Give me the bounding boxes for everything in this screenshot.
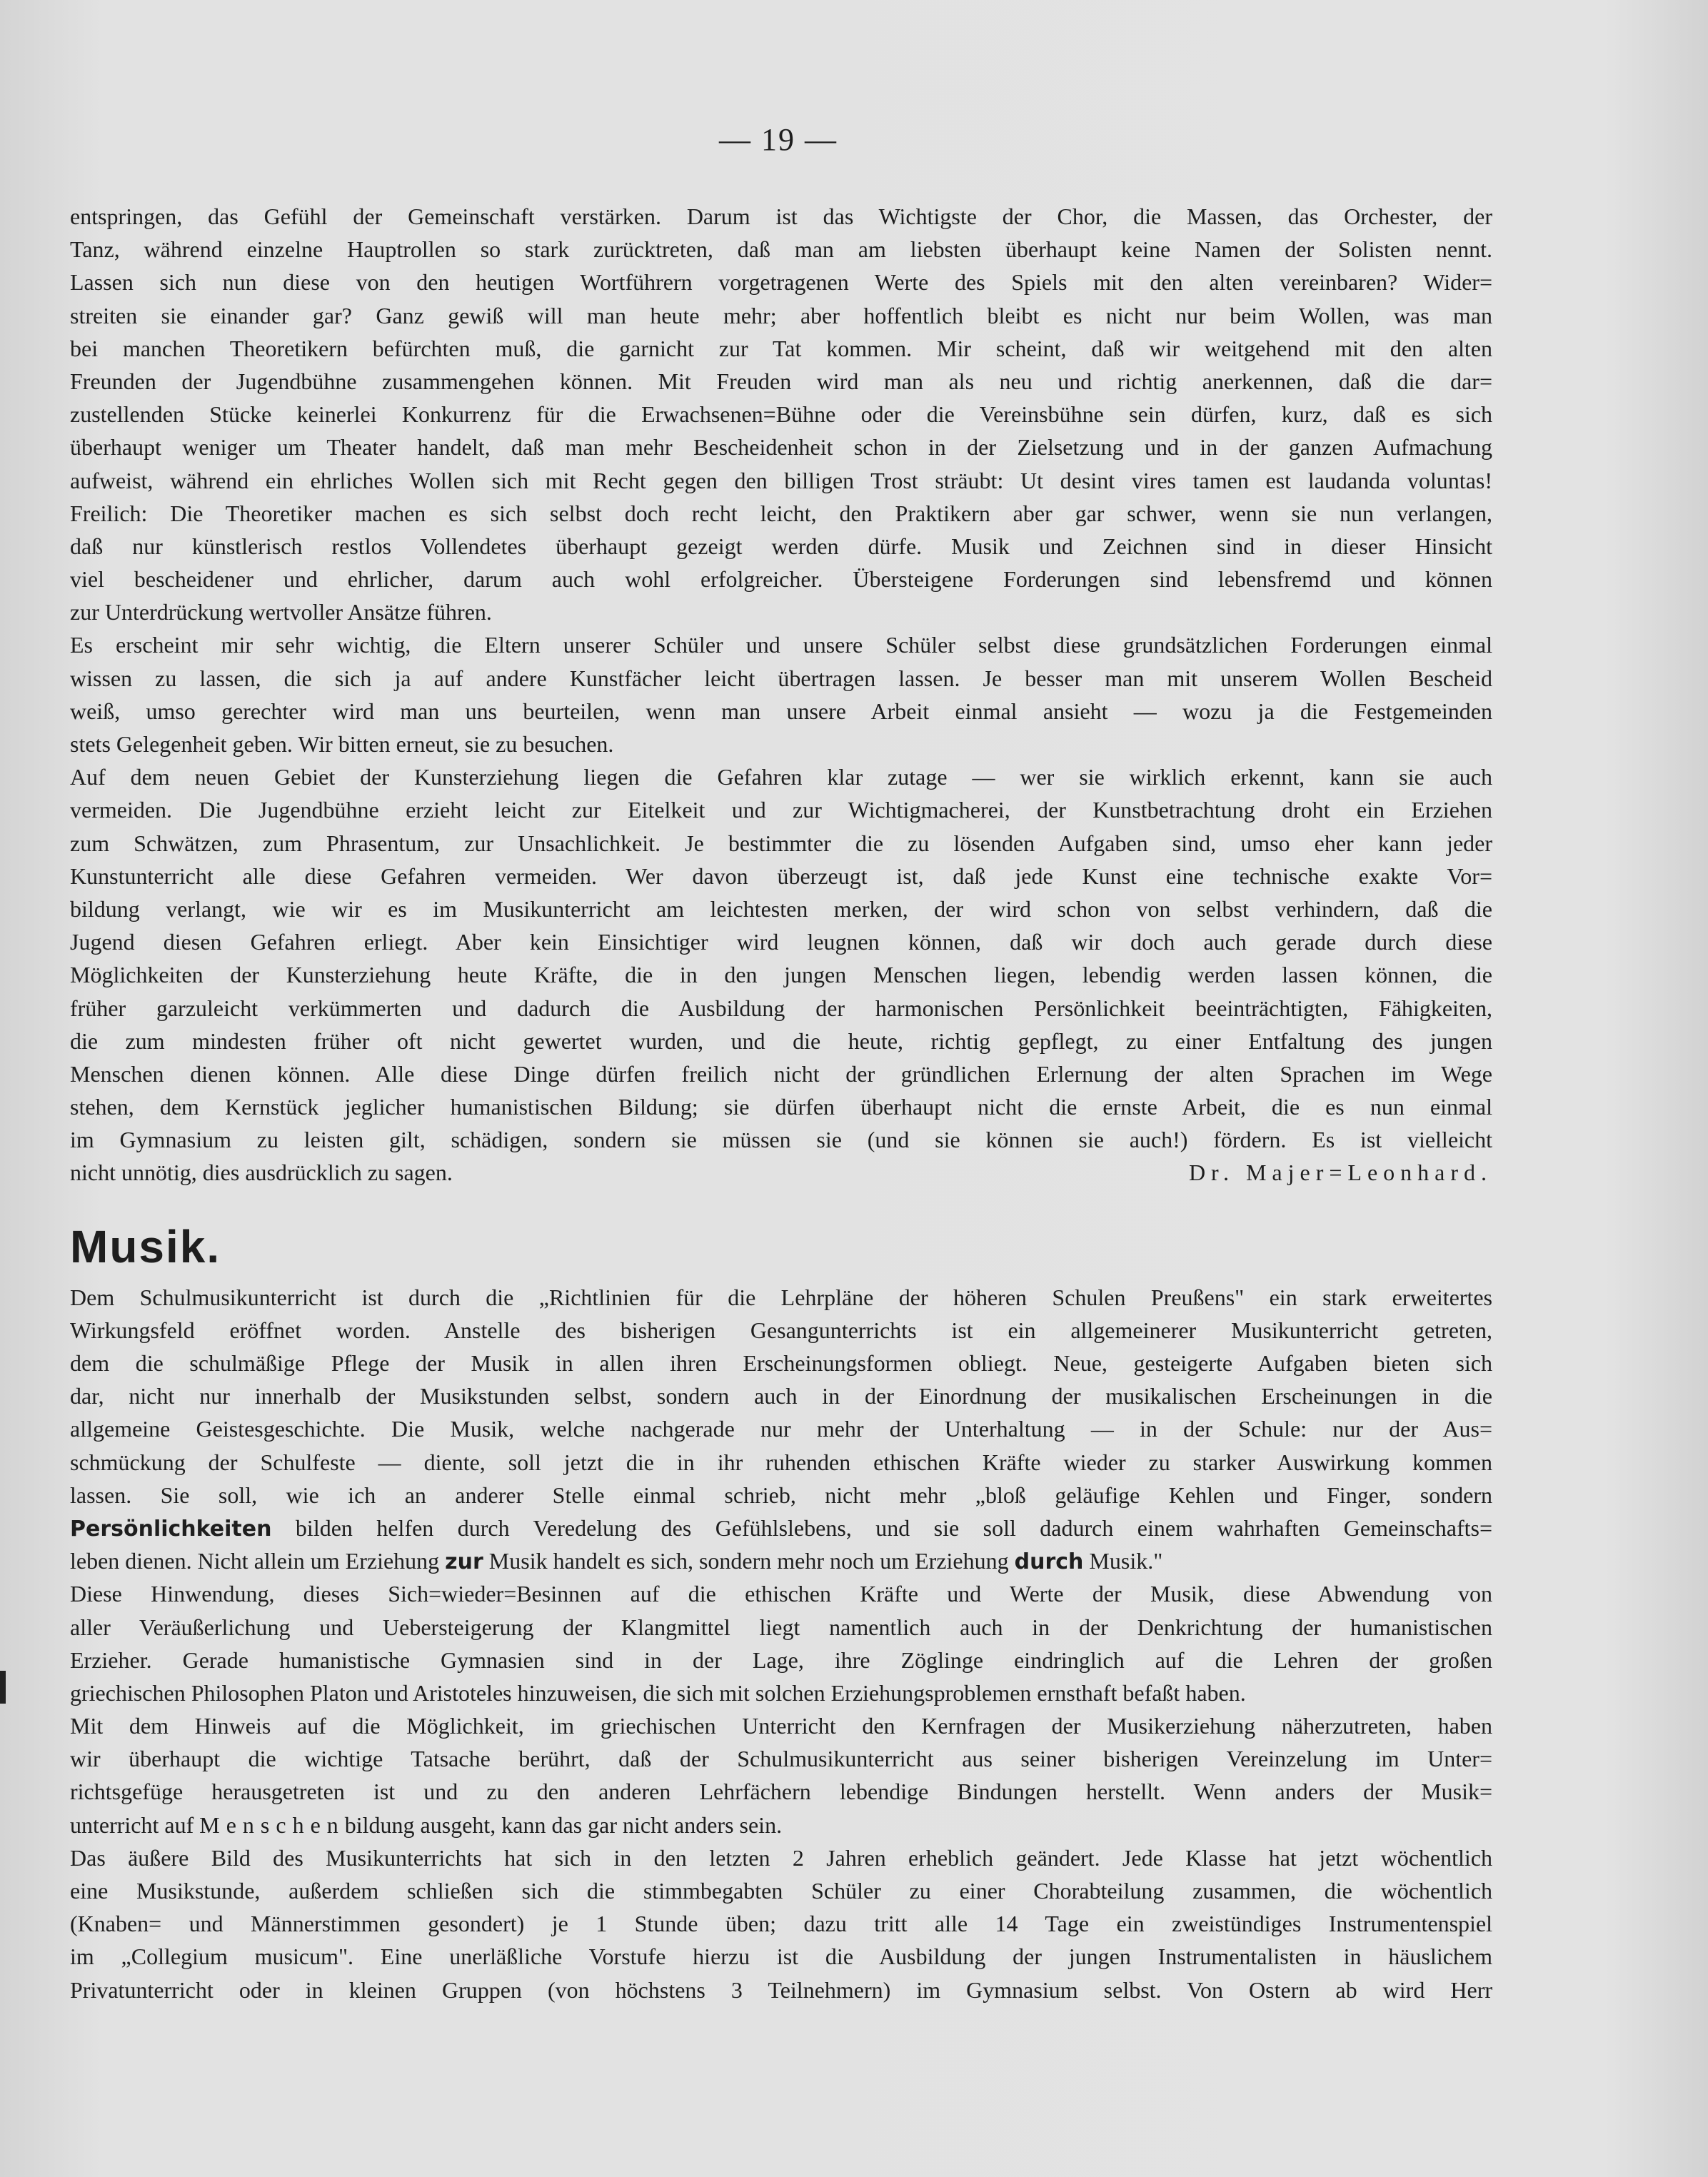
text-line: Freilich: Die Theoretiker machen es sich selbst doch recht leicht, den Praktikern aber gar schwer, wenn sie nun verlangen, (70, 500, 1492, 526)
bold-term: Persönlichkeiten (70, 1516, 272, 1542)
text-line: dem die schulmäßige Pflege der Musik in allen ihren Erscheinungsformen obliegt. Neue, gesteigerte Aufgaben bieten sich (70, 1350, 1492, 1376)
text-fragment: Musik handelt es sich, sondern mehr noch um Erziehung (483, 1548, 1015, 1574)
text-line: griechischen Philosophen Platon und Aristoteles hinzuweisen, die sich mit solchen Erziehungsproblemen ernsthaft befaßt haben. (70, 1679, 1246, 1706)
text-line (70, 1544, 1492, 1577)
text-line: entspringen, das Gefühl der Gemeinschaft verstärken. Darum ist das Wichtigste der Chor, die Massen, das Orchester, der (70, 203, 1492, 229)
text-line: Diese Hinwendung, dieses Sich=wieder=Besinnen auf die ethischen Kräfte und Werte der Musik, diese Abwendung von (70, 1581, 1492, 1607)
text-line: bei manchen Theoretikern befürchten muß, die garnicht zur Tat kommen. Mir scheint, daß wir weitgehend mit den alten (70, 335, 1492, 361)
paragraph-musik-3 (70, 1709, 1492, 1841)
text-line: die zum mindesten früher oft nicht gewertet wurden, und die heute, richtig gepflegt, zu einer Entfaltung des jungen (70, 1027, 1492, 1054)
text-line: richtsgefüge herausgetreten ist und zu den anderen Lehrfächern lebendige Bindungen herstellt. Wenn anders der Musik= (70, 1779, 1492, 1805)
text-line: früher garzuleicht verkümmerten und dadurch die Ausbildung der harmonischen Persönlichkeit beeinträchtigten, Fähigkeiten, (70, 995, 1492, 1021)
text-line: Jugend diesen Gefahren erliegt. Aber kein Einsichtiger wird leugnen können, daß wir doch auch gerade durch diese (70, 929, 1492, 955)
text-line (70, 1809, 1492, 1841)
text-line: Mit dem Hinweis auf die Möglichkeit, im griechischen Unterricht den Kernfragen der Musikerziehung näherzutreten, haben (70, 1713, 1492, 1739)
text-line: Tanz, während einzelne Hauptrollen so stark zurücktreten, daß man am liebsten überhaupt keine Namen der Solisten nennt. (70, 236, 1492, 263)
text-fragment: bildung ausgeht, kann das gar nicht anders sein. (344, 1811, 783, 1838)
text-line: vermeiden. Die Jugendbühne erzieht leicht zur Eitelkeit und zur Wichtigmacherei, der Kunstbetrachtung droht ein Erziehen (70, 797, 1492, 823)
text-line: zur Unterdrückung wertvoller Ansätze führen. (70, 599, 492, 625)
text-line: überhaupt weniger um Theater handelt, daß man mehr Bescheidenheit schon in der Zielsetzung und in der ganzen Aufmachung (70, 434, 1492, 461)
text-line: Es erscheint mir sehr wichtig, die Eltern unserer Schüler und unsere Schüler selbst diese grundsätzlichen Forderungen einmal (70, 632, 1492, 658)
text-line: stets Gelegenheit geben. Wir bitten erneut, sie zu besuchen. (70, 731, 614, 757)
paragraph-musik-1 (70, 1281, 1492, 1578)
text-line: (Knaben= und Männerstimmen gesondert) je 1 Stunde üben; dazu tritt alle 14 Tage ein zweistündiges Instrumentenspiel (70, 1911, 1492, 1937)
text-line: wir überhaupt die wichtige Tatsache berührt, daß der Schulmusikunterricht aus seiner bisherigen Vereinzelung im Unter= (70, 1746, 1492, 1772)
bold-term: durch (1014, 1549, 1084, 1575)
paragraph-musik-4 (70, 1841, 1492, 2006)
text-fragment: unterricht auf (70, 1811, 200, 1838)
text-line: Lassen sich nun diese von den heutigen Wortführern vorgetragenen Werte des Spiels mit den alten vereinbaren? Wider= (70, 269, 1492, 296)
text-line: im Gymnasium zu leisten gilt, schädigen, sondern sie müssen sie (und sie können sie auch!) fördern. Es ist vielleicht (70, 1127, 1492, 1153)
text-fragment: leben dienen. Nicht allein um Erziehung (70, 1548, 446, 1574)
section-heading-musik: Musik. (70, 1220, 221, 1272)
text-line: streiten sie einander gar? Ganz gewiß will man heute mehr; aber hoffentlich bleibt es nicht nur beim Wollen, was man (70, 302, 1492, 328)
text-line: aller Veräußerlichung und Uebersteigerung der Klangmittel liegt namentlich auch in der Denkrichtung der humanistischen (70, 1614, 1492, 1640)
text-line (70, 1512, 1492, 1544)
page-content (70, 200, 1492, 2006)
bold-term: zur (445, 1549, 483, 1575)
paragraph-kunsterziehung (70, 760, 1492, 1189)
text-line: stehen, dem Kernstück jeglicher humanistischen Bildung; sie dürfen überhaupt nicht die ernste Arbeit, die es nun einmal (70, 1094, 1492, 1120)
text-line: aufweist, während ein ehrliches Wollen sich mit Recht gegen den billigen Trost sträubt: Ut desint vires tamen est laudanda voluntas! (70, 467, 1492, 493)
text-line: zustellenden Stücke keinerlei Konkurrenz für die Erwachsenen=Bühne oder die Vereinsbühne sein dürfen, kurz, daß es sich (70, 401, 1492, 428)
text-line: Menschen dienen können. Alle diese Dinge dürfen freilich nicht der gründlichen Erlernung der alten Sprachen im Wege (70, 1060, 1492, 1087)
text-line: zum Schwätzen, zum Phrasentum, zur Unsachlichkeit. Je bestimmter die zu lösenden Aufgaben sind, umso eher kann jeder (70, 830, 1492, 856)
text-fragment: bilden helfen durch Veredelung des Gefühlslebens, und sie soll dadurch einem wahrhaften Gemeinschafts= (271, 1514, 1492, 1541)
text-fragment: Musik." (1083, 1548, 1163, 1574)
margin-mark (0, 1671, 6, 1704)
text-line: Kunstunterricht alle diese Gefahren vermeiden. Wer davon überzeugt ist, daß jede Kunst eine technische exakte Vor= (70, 863, 1492, 889)
text-line: allgemeine Geistesgeschichte. Die Musik, welche nachgerade nur mehr der Unterhaltung — in der Schule: nur der Aus= (70, 1416, 1492, 1442)
text-line: Das äußere Bild des Musikunterrichts hat sich in den letzten 2 Jahren erheblich geändert. Jede Klasse hat jetzt wöchentlich (70, 1844, 1492, 1871)
paragraph-eltern (70, 628, 1492, 760)
text-line: weiß, umso gerechter wird man uns beurteilen, wenn man unsere Arbeit einmal ansieht — wozu ja die Festgemeinden (70, 698, 1492, 724)
text-line: daß nur künstlerisch restlos Vollendetes überhaupt gezeigt werden dürfe. Musik und Zeichnen sind in dieser Hinsicht (70, 533, 1492, 559)
text-line: im „Collegium musicum". Eine unerläßliche Vorstufe hierzu ist die Ausbildung der jungen Instrumentalisten in häuslichem (70, 1944, 1492, 1970)
text-line: Freunden der Jugendbühne zusammengehen können. Mit Freuden wird man als neu und richtig anerkennen, daß die dar= (70, 368, 1492, 394)
text-line: Erzieher. Gerade humanistische Gymnasien sind in der Lage, ihre Zöglinge eindringlich auf die Lehren der großen (70, 1646, 1492, 1673)
paragraph-musik-2 (70, 1577, 1492, 1709)
text-line: Wirkungsfeld eröffnet worden. Anstelle des bisherigen Gesangunterrichts ist ein allgemeinerer Musikunterricht getreten, (70, 1317, 1492, 1343)
text-line: wissen zu lassen, die sich ja auf andere Kunstfächer leicht übertragen lassen. Je besser man mit unserem Wollen Bescheid (70, 665, 1492, 691)
paragraph-intro (70, 200, 1492, 628)
text-line: eine Musikstunde, außerdem schließen sich die stimmbegabten Schüler zu einer Chorabteilung zusammen, die wöchentlich (70, 1878, 1492, 1904)
text-line: schmückung der Schulfeste — diente, soll jetzt die in ihr ruhenden ethischen Kräfte wieder zu starker Auswirkung kommen (70, 1449, 1492, 1475)
page-number: — 19 — (719, 122, 838, 157)
text-line: Möglichkeiten der Kunsterziehung heute Kräfte, die in den jungen Menschen liegen, lebendig werden lassen können, die (70, 962, 1492, 988)
spaced-term: Menschen (199, 1811, 345, 1838)
author-signature: Dr. Majer=Leonhard. (1188, 1160, 1492, 1186)
text-line: Auf dem neuen Gebiet der Kunsterziehung liegen die Gefahren klar zutage — wer sie wirklich erkennt, kann sie auch (70, 764, 1492, 790)
text-line: Dem Schulmusikunterricht ist durch die „Richtlinien für die Lehrpläne der höheren Schulen Preußens" ein stark erweitertes (70, 1284, 1492, 1310)
text-line: viel bescheidener und ehrlicher, darum auch wohl erfolgreicher. Übersteigene Forderungen sind lebensfremd und können (70, 566, 1492, 593)
text-line: bildung verlangt, wie wir es im Musikunterricht am leichtesten merken, der wird schon von selbst verhindern, daß die (70, 895, 1492, 922)
text-line: Privatunterricht oder in kleinen Gruppen (von höchstens 3 Teilnehmern) im Gymnasium selbst. Von Ostern ab wird Herr (70, 1976, 1492, 2003)
text-line: lassen. Sie soll, wie ich an anderer Stelle einmal schrieb, nicht mehr „bloß geläufige Kehlen und Finger, sondern (70, 1482, 1492, 1508)
signature-line (70, 1156, 1492, 1189)
text-line-end: nicht unnötig, dies ausdrücklich zu sagen. (70, 1160, 453, 1186)
text-line: dar, nicht nur innerhalb der Musikstunden selbst, sondern auch in der Einordnung der musikalischen Erscheinungen in die (70, 1383, 1492, 1409)
